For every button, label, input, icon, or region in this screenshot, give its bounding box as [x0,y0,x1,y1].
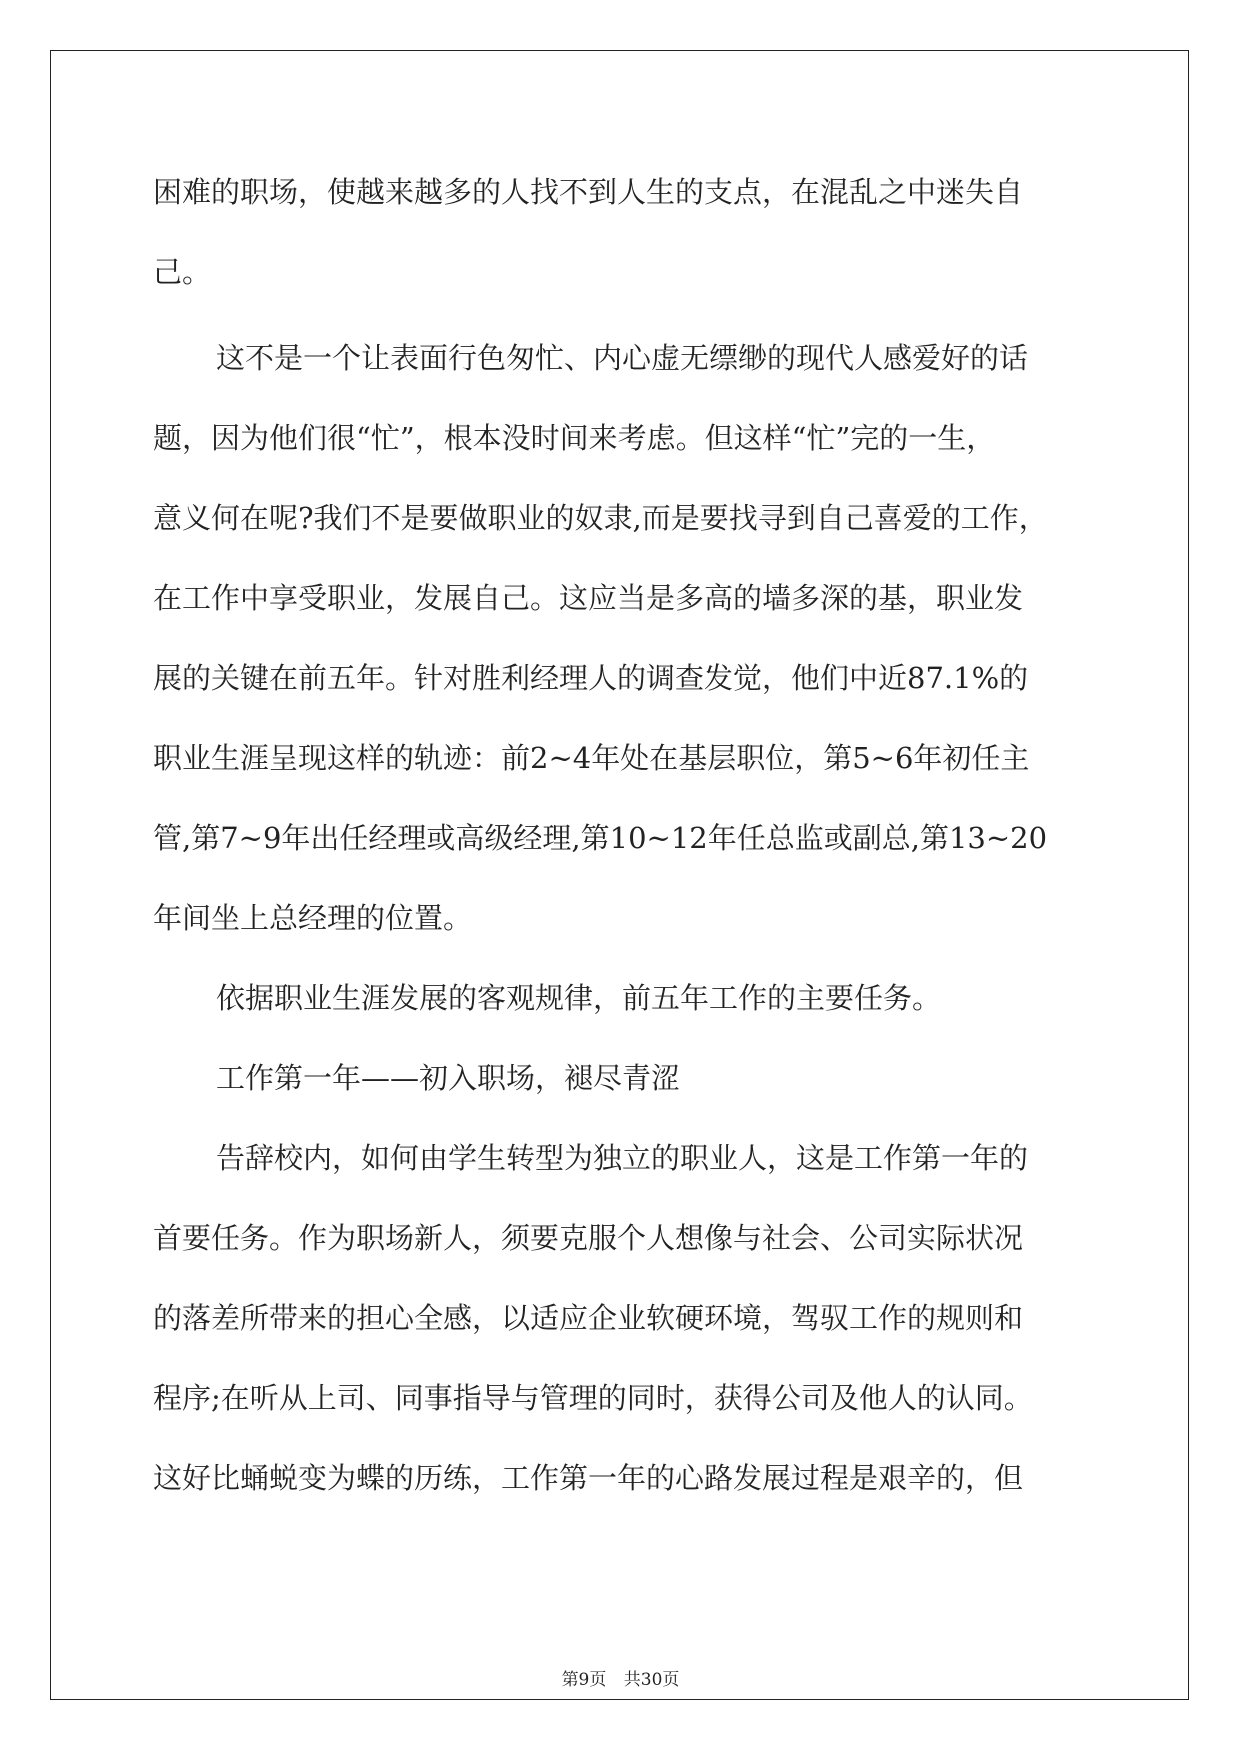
body-line: 题，因为他们很“忙”，根本没时间来考虑。但这样“忙”完的一生， [153,421,996,455]
body-line: 困难的职场，使越来越多的人找不到人生的支点，在混乱之中迷失自 [153,175,1024,209]
body-line: 展的关键在前五年。针对胜利经理人的调查发觉，他们中近87.1%的 [153,661,1029,695]
body-line: 这不是一个让表面行色匆忙、内心虚无缥缈的现代人感爱好的话 [216,341,1029,375]
body-line: 管,第7~9年出任经理或高级经理,第10~12年任总监或副总,第13~20 [153,821,1048,855]
body-line: 程序;在听从上司、同事指导与管理的同时，获得公司及他人的认同。 [153,1381,1033,1415]
body-line: 首要任务。作为职场新人，须要克服个人想像与社会、公司实际状况 [153,1221,1024,1255]
page-border [50,50,1189,1700]
body-line: 职业生涯呈现这样的轨迹：前2~4年处在基层职位，第5~6年初任主 [153,741,1030,775]
page-footer [0,1665,1241,1690]
total-pages: 共30页 [623,1670,680,1690]
body-line: 这好比蛹蜕变为蝶的历练，工作第一年的心路发展过程是艰辛的，但 [153,1461,1024,1495]
current-page-number: 第9页 [561,1670,607,1690]
body-line: 依据职业生涯发展的客观规律，前五年工作的主要任务。 [216,981,942,1015]
body-line: 在工作中享受职业，发展自己。这应当是多高的墙多深的基，职业发 [153,581,1024,615]
body-line: 告辞校内，如何由学生转型为独立的职业人，这是工作第一年的 [216,1141,1029,1175]
body-line: 己。 [153,255,212,289]
body-line: 意义何在呢?我们不是要做职业的奴隶,而是要找寻到自己喜爱的工作， [153,501,1048,535]
body-line: 的落差所带来的担心全感，以适应企业软硬环境，驾驭工作的规则和 [153,1301,1024,1335]
section-heading: 工作第一年——初入职场，褪尽青涩 [216,1061,681,1095]
body-line: 年间坐上总经理的位置。 [153,901,473,935]
